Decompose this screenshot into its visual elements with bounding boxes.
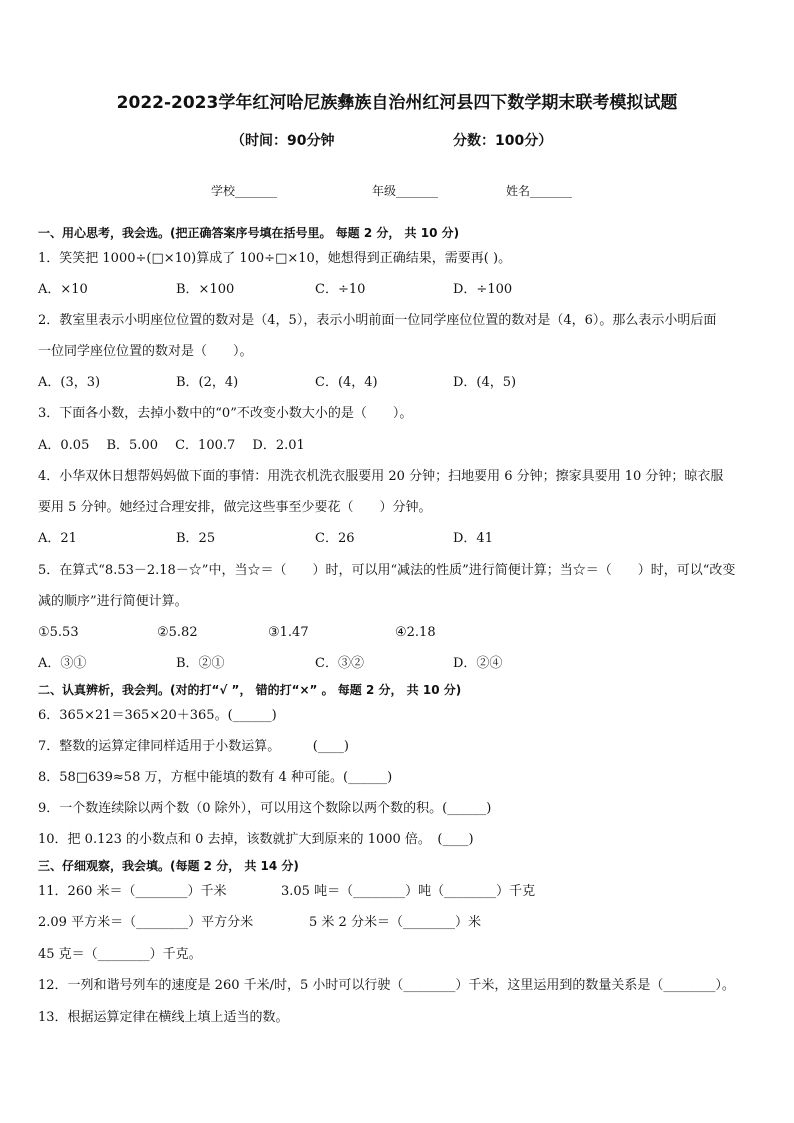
q1-option-c: C．÷10 [315, 282, 366, 297]
question-12: 12．一列和谐号列车的速度是 260 千米/时，5 小时可以行驶（________）千米，这里运用到的数量关系是（________）。 [38, 978, 735, 993]
q3-options: A．0.05 B．5.00 C．100.7 D．2.01 [38, 438, 305, 453]
q5-option-b: B．②① [176, 656, 225, 671]
question-9: 9．一个数连续除以两个数（0 除外），可以用这个数除以两个数的积。(______) [38, 801, 492, 816]
q4-option-a: A．21 [38, 531, 77, 546]
q5-choice-2: ②5.82 [157, 625, 198, 640]
q5-choice-3: ③1.47 [268, 625, 309, 640]
question-5-line1: 5．在算式“8.53－2.18－☆”中，当☆＝（ ）时，可以用“减法的性质”进行简便计算；当☆＝（ ）时，可以“改变 [38, 563, 736, 578]
question-7: 7．整数的运算定律同样适用于小数运算。 (____) [38, 739, 349, 754]
section3-heading: 三、仔细观察，我会填。(每题 2 分， 共 14 分) [38, 859, 299, 873]
q2-option-c: C．(4，4) [315, 375, 378, 390]
question-13: 13．根据运算定律在横线上填上适当的数。 [38, 1010, 289, 1025]
question-11d: 5 米 2 分米＝（________）米 [309, 915, 481, 930]
school-field: 学校_______ [211, 184, 278, 198]
exam-score: 分数：100分） [453, 133, 553, 149]
question-2-line1: 2．教室里表示小明座位位置的数对是（4，5），表示小明前面一位同学座位位置的数对是（4，6）。那么表示小明后面 [38, 313, 717, 328]
q4-option-b: B．25 [176, 531, 216, 546]
section1-heading: 一、用心思考，我会选。(把正确答案序号填在括号里。 每题 2 分， 共 10 分) [38, 226, 460, 240]
question-11e: 45 克＝（________）千克。 [38, 947, 202, 962]
question-8: 8．58□639≈58 万，方框中能填的数有 4 种可能。(______) [38, 770, 393, 785]
question-5-line2: 减的顺序”进行简便计算。 [38, 594, 188, 609]
q2-option-d: D．(4，5) [453, 375, 517, 390]
q5-option-a: A．③① [38, 656, 87, 671]
q1-option-b: B．×100 [176, 282, 235, 297]
question-11c: 2.09 平方米＝（________）平方分米 [38, 915, 254, 930]
question-10: 10．把 0.123 的小数点和 0 去掉，该数就扩大到原来的 1000 倍。 (____) [38, 832, 474, 847]
question-6: 6．365×21＝365×20＋365。(______) [38, 708, 277, 723]
q4-option-c: C．26 [315, 531, 355, 546]
q4-option-d: D．41 [453, 531, 493, 546]
question-2-line2: 一位同学座位位置的数对是（ ）。 [38, 344, 253, 359]
q5-choice-4: ④2.18 [395, 625, 436, 640]
q2-option-b: B．(2，4) [176, 375, 239, 390]
grade-field: 年级_______ [372, 184, 439, 198]
name-field: 姓名_______ [506, 184, 573, 198]
q2-option-a: A．(3，3) [38, 375, 101, 390]
q1-option-d: D．÷100 [453, 282, 513, 297]
q5-option-d: D．②④ [453, 656, 503, 671]
q5-option-c: C．③② [315, 656, 364, 671]
question-11a: 11．260 米＝（________）千米 [38, 884, 227, 899]
question-4-line2: 要用 5 分钟。她经过合理安排，做完这些事至少要花（ ）分钟。 [38, 500, 432, 515]
question-11b: 3.05 吨＝（________）吨（________）千克 [281, 884, 536, 899]
question-1: 1．笑笑把 1000÷(□×10)算成了 100÷□×10，她想得到正确结果，需要再( )。 [38, 251, 512, 266]
q1-option-a: A．×10 [38, 282, 88, 297]
exam-time: （时间：90分钟 [231, 133, 335, 149]
question-3: 3．下面各小数，去掉小数中的“0”不改变小数大小的是（ ）。 [38, 406, 413, 421]
question-4-line1: 4．小华双休日想帮妈妈做下面的事情：用洗衣机洗衣服要用 20 分钟；扫地要用 6 分钟；擦家具要用 10 分钟；晾衣服 [38, 469, 724, 484]
section2-heading: 二、认真辨析，我会判。(对的打“√ ”， 错的打“×” 。 每题 2 分， 共 10 分) [38, 683, 462, 697]
exam-title: 2022-2023学年红河哈尼族彝族自治州红河县四下数学期末联考模拟试题 [116, 93, 678, 113]
q5-choice-1: ①5.53 [38, 625, 79, 640]
